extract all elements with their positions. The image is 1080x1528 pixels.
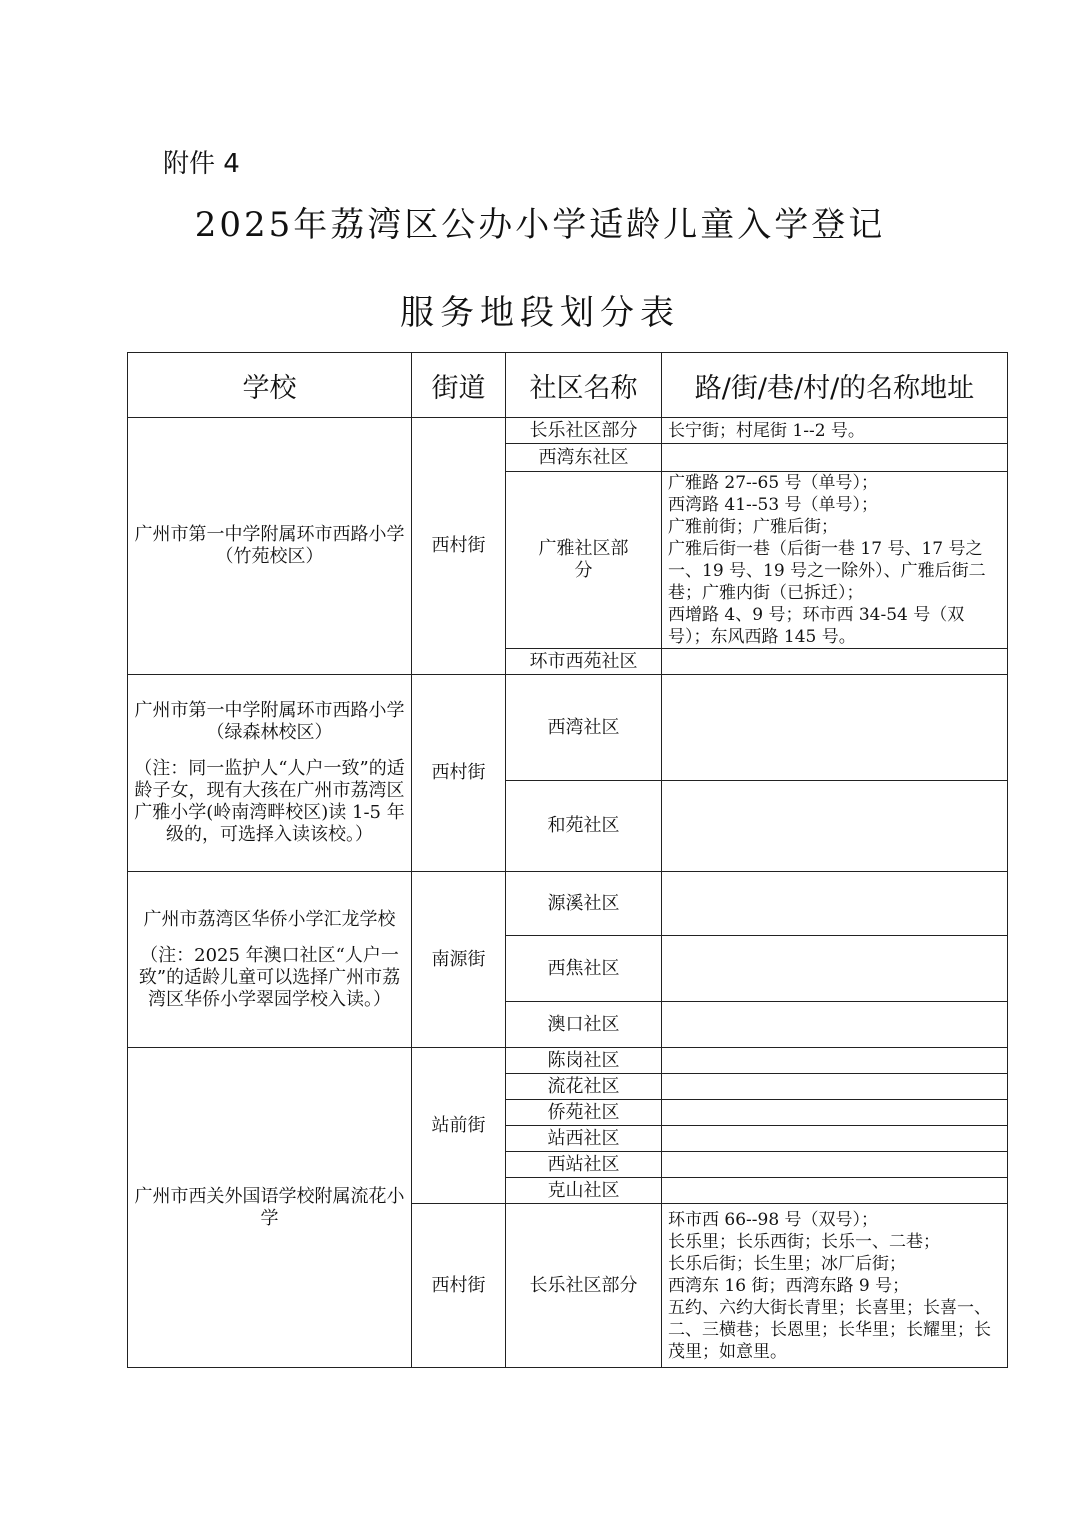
community-cell: 流花社区 bbox=[506, 1074, 662, 1100]
address-cell bbox=[662, 1178, 1008, 1204]
community-cell: 广雅社区部分 bbox=[506, 472, 662, 649]
address-cell: 长宁街；村尾街 1--2 号。 bbox=[662, 418, 1008, 444]
street-cell: 站前街 bbox=[412, 1048, 506, 1204]
address-cell bbox=[662, 1074, 1008, 1100]
address-cell bbox=[662, 1100, 1008, 1126]
community-cell: 西湾东社区 bbox=[506, 444, 662, 472]
school-name: 广州市西关外国语学校附属流花小学 bbox=[134, 1185, 405, 1229]
community-cell: 西湾社区 bbox=[506, 675, 662, 781]
community-cell: 侨苑社区 bbox=[506, 1100, 662, 1126]
community-cell: 长乐社区部分 bbox=[506, 1204, 662, 1368]
address-cell bbox=[662, 444, 1008, 472]
address-cell: 广雅路 27--65 号（单号）； 西湾路 41--53 号（单号）； 广雅前街；广雅后街； 广雅后街一巷（后街一巷 17 号、17 号之一、19 号、19 号之一除外）、广雅后街二巷；广雅内街（已拆迁）； 西增路 4、9 号；环市西 34-54 号（双号）；东风西路 145 号。 bbox=[662, 472, 1008, 649]
address-cell: 环市西 66--98 号（双号）； 长乐里；长乐西街；长乐一、二巷； 长乐后街；长生里；冰厂后街； 西湾东 16 街；西湾东路 9 号； 五约、六约大街长青里；长喜里；长喜一、二、三横巷；长恩里；长华里；长耀里；长茂里；如意里。 bbox=[662, 1204, 1008, 1368]
header-street: 街道 bbox=[412, 353, 506, 418]
street-cell: 西村街 bbox=[412, 675, 506, 872]
table-row bbox=[128, 872, 1008, 936]
community-cell: 源溪社区 bbox=[506, 872, 662, 936]
school-name-cell bbox=[128, 872, 412, 1048]
address-cell bbox=[662, 936, 1008, 1002]
school-name-cell bbox=[128, 675, 412, 872]
community-cell: 环市西苑社区 bbox=[506, 649, 662, 675]
school-name-cell bbox=[128, 1048, 412, 1368]
address-cell bbox=[662, 649, 1008, 675]
table-header-row bbox=[128, 353, 1008, 418]
address-cell bbox=[662, 1048, 1008, 1074]
community-cell: 克山社区 bbox=[506, 1178, 662, 1204]
header-address: 路/街/巷/村/的名称地址 bbox=[662, 353, 1008, 418]
table-row bbox=[128, 418, 1008, 444]
table-row bbox=[128, 675, 1008, 781]
attachment-label: 附件 4 bbox=[163, 149, 240, 179]
table-row bbox=[128, 1048, 1008, 1074]
community-cell: 陈岗社区 bbox=[506, 1048, 662, 1074]
document-title-line2: 服务地段划分表 bbox=[400, 293, 680, 333]
community-cell: 澳口社区 bbox=[506, 1002, 662, 1048]
address-cell bbox=[662, 1126, 1008, 1152]
school-note: （注：同一监护人“人户一致”的适龄子女，现有大孩在广州市荔湾区广雅小学(岭南湾畔校区)读 1-5 年级的，可选择入读该校。） bbox=[134, 758, 405, 845]
street-cell: 西村街 bbox=[412, 418, 506, 675]
street-cell: 南源街 bbox=[412, 872, 506, 1048]
service-area-table bbox=[127, 352, 1008, 1368]
address-cell bbox=[662, 675, 1008, 781]
community-cell: 和苑社区 bbox=[506, 781, 662, 872]
community-cell: 西焦社区 bbox=[506, 936, 662, 1002]
community-cell: 站西社区 bbox=[506, 1126, 662, 1152]
header-community: 社区名称 bbox=[506, 353, 662, 418]
address-cell bbox=[662, 1152, 1008, 1178]
school-name: 广州市荔湾区华侨小学汇龙学校 bbox=[143, 908, 396, 930]
school-note: （注：2025 年澳口社区“人户一致”的适龄儿童可以选择广州市荔湾区华侨小学翠园学校入读。） bbox=[138, 944, 401, 1010]
header-school: 学校 bbox=[128, 353, 412, 418]
school-name-cell bbox=[128, 418, 412, 675]
school-name: 广州市第一中学附属环市西路小学（竹苑校区） bbox=[134, 524, 405, 567]
community-cell: 长乐社区部分 bbox=[506, 418, 662, 444]
address-cell bbox=[662, 872, 1008, 936]
community-cell: 西站社区 bbox=[506, 1152, 662, 1178]
street-cell: 西村街 bbox=[412, 1204, 506, 1368]
address-cell bbox=[662, 1002, 1008, 1048]
document-title-line1: 2025年荔湾区公办小学适龄儿童入学登记 bbox=[194, 205, 886, 245]
address-cell bbox=[662, 781, 1008, 872]
school-name: 广州市第一中学附属环市西路小学（绿森林校区） bbox=[134, 700, 405, 743]
